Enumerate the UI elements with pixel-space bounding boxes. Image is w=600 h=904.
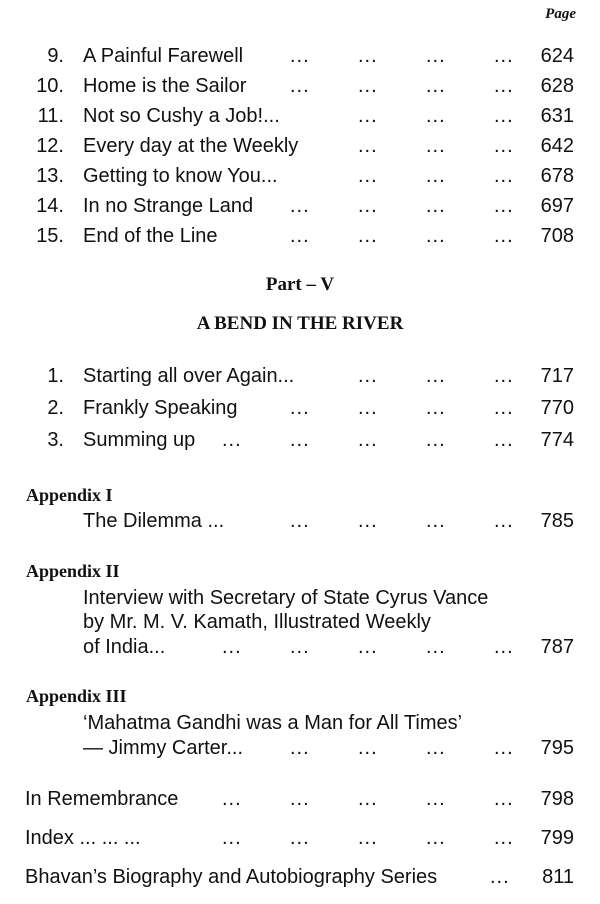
page-column-label: Page — [545, 6, 576, 22]
leader: ... — [494, 788, 514, 810]
leader: ... — [494, 510, 514, 532]
entry-title: Getting to know You... — [83, 165, 278, 187]
entry-title-line: Interview with Secretary of State Cyrus Vance — [83, 587, 489, 609]
leader: ... — [426, 75, 446, 97]
leader: ... — [426, 45, 446, 67]
entry-title: In Remembrance — [25, 788, 179, 810]
entry-title: Index ... ... ... — [25, 827, 141, 849]
entry-page: 787 — [540, 636, 574, 658]
entry-page: 717 — [540, 365, 574, 387]
leader: ... — [290, 636, 310, 658]
leader: ... — [426, 429, 446, 451]
leader: ... — [494, 75, 514, 97]
leader: ... — [358, 195, 378, 217]
entry-number: 10. — [36, 75, 64, 97]
leader: ... — [290, 429, 310, 451]
entry-title: The Dilemma ... — [83, 510, 225, 532]
entry-page: 642 — [540, 135, 574, 157]
leader: ... — [358, 788, 378, 810]
entry-number: 9. — [47, 45, 64, 67]
entry-title: Every day at the Weekly — [83, 135, 299, 157]
entry-title: End of the Line — [83, 225, 218, 247]
leader: ... — [290, 45, 310, 67]
entry-page: 631 — [540, 105, 574, 127]
leader: ... — [426, 135, 446, 157]
leader: ... — [426, 195, 446, 217]
entry-page: 628 — [540, 75, 574, 97]
leader: ... — [358, 737, 378, 759]
leader: ... — [494, 195, 514, 217]
entry-title: Not so Cushy a Job!... — [83, 105, 280, 127]
leader: ... — [426, 636, 446, 658]
leader: ... — [494, 135, 514, 157]
leader: ... — [426, 165, 446, 187]
leader: ... — [426, 397, 446, 419]
entry-title: A Painful Farewell — [83, 45, 244, 67]
entry-page: 811 — [542, 866, 574, 888]
leader: ... — [290, 195, 310, 217]
entry-page: 624 — [540, 45, 574, 67]
leader: ... — [426, 365, 446, 387]
leader: ... — [290, 225, 310, 247]
leader: ... — [358, 365, 378, 387]
leader: ... — [222, 827, 242, 849]
entry-title: Starting all over Again... — [83, 365, 295, 387]
leader: ... — [358, 636, 378, 658]
leader: ... — [494, 45, 514, 67]
leader: ... — [426, 225, 446, 247]
leader: ... — [290, 510, 310, 532]
entry-number: 13. — [36, 165, 64, 187]
appendix-heading: Appendix I — [26, 485, 113, 505]
entry-number: 11. — [37, 105, 64, 127]
entry-title: Summing up — [83, 429, 196, 451]
part-heading: Part – V — [265, 274, 335, 295]
leader: ... — [494, 165, 514, 187]
leader: ... — [222, 429, 242, 451]
leader: ... — [494, 225, 514, 247]
entry-page: 770 — [540, 397, 574, 419]
leader: ... — [358, 225, 378, 247]
leader: ... — [494, 365, 514, 387]
entry-title-line: ‘Mahatma Gandhi was a Man for All Times’ — [83, 712, 463, 734]
leader: ... — [358, 510, 378, 532]
entry-title: — Jimmy Carter... — [83, 737, 244, 759]
entry-page: 798 — [540, 788, 574, 810]
leader: ... — [358, 105, 378, 127]
leader: ... — [426, 737, 446, 759]
leader: ... — [358, 45, 378, 67]
entry-number: 3. — [47, 429, 64, 451]
entry-number: 12. — [36, 135, 64, 157]
leader: ... — [222, 636, 242, 658]
entry-page: 697 — [540, 195, 574, 217]
entry-title: Home is the Sailor — [83, 75, 247, 97]
entry-number: 14. — [36, 195, 64, 217]
leader: ... — [494, 636, 514, 658]
leader: ... — [358, 397, 378, 419]
entry-title: Frankly Speaking — [83, 397, 238, 419]
leader: ... — [490, 866, 510, 888]
entry-number: 2. — [47, 397, 64, 419]
leader: ... — [290, 827, 310, 849]
entry-page: 785 — [540, 510, 574, 532]
appendix-heading: Appendix II — [26, 561, 120, 581]
entry-title-line: by Mr. M. V. Kamath, Illustrated Weekly — [83, 611, 431, 633]
part-subtitle: A BEND IN THE RIVER — [196, 313, 404, 334]
leader: ... — [358, 135, 378, 157]
leader: ... — [290, 737, 310, 759]
entry-title: In no Strange Land — [83, 195, 254, 217]
entry-page: 708 — [540, 225, 574, 247]
entry-title: of India... — [83, 636, 166, 658]
leader: ... — [426, 788, 446, 810]
entry-page: 795 — [540, 737, 574, 759]
entry-page: 774 — [540, 429, 574, 451]
entry-page: 678 — [540, 165, 574, 187]
leader: ... — [290, 75, 310, 97]
leader: ... — [222, 788, 242, 810]
leader: ... — [358, 827, 378, 849]
leader: ... — [290, 788, 310, 810]
leader: ... — [426, 510, 446, 532]
leader: ... — [358, 75, 378, 97]
entry-number: 15. — [36, 225, 64, 247]
appendix-heading: Appendix III — [26, 686, 127, 706]
leader: ... — [494, 827, 514, 849]
entry-page: 799 — [540, 827, 574, 849]
leader: ... — [494, 397, 514, 419]
leader: ... — [358, 429, 378, 451]
leader: ... — [494, 105, 514, 127]
entry-number: 1. — [47, 365, 64, 387]
leader: ... — [358, 165, 378, 187]
leader: ... — [494, 429, 514, 451]
leader: ... — [494, 737, 514, 759]
leader: ... — [426, 105, 446, 127]
leader: ... — [290, 397, 310, 419]
entry-title: Bhavan’s Biography and Autobiography Series — [25, 866, 438, 888]
leader: ... — [426, 827, 446, 849]
